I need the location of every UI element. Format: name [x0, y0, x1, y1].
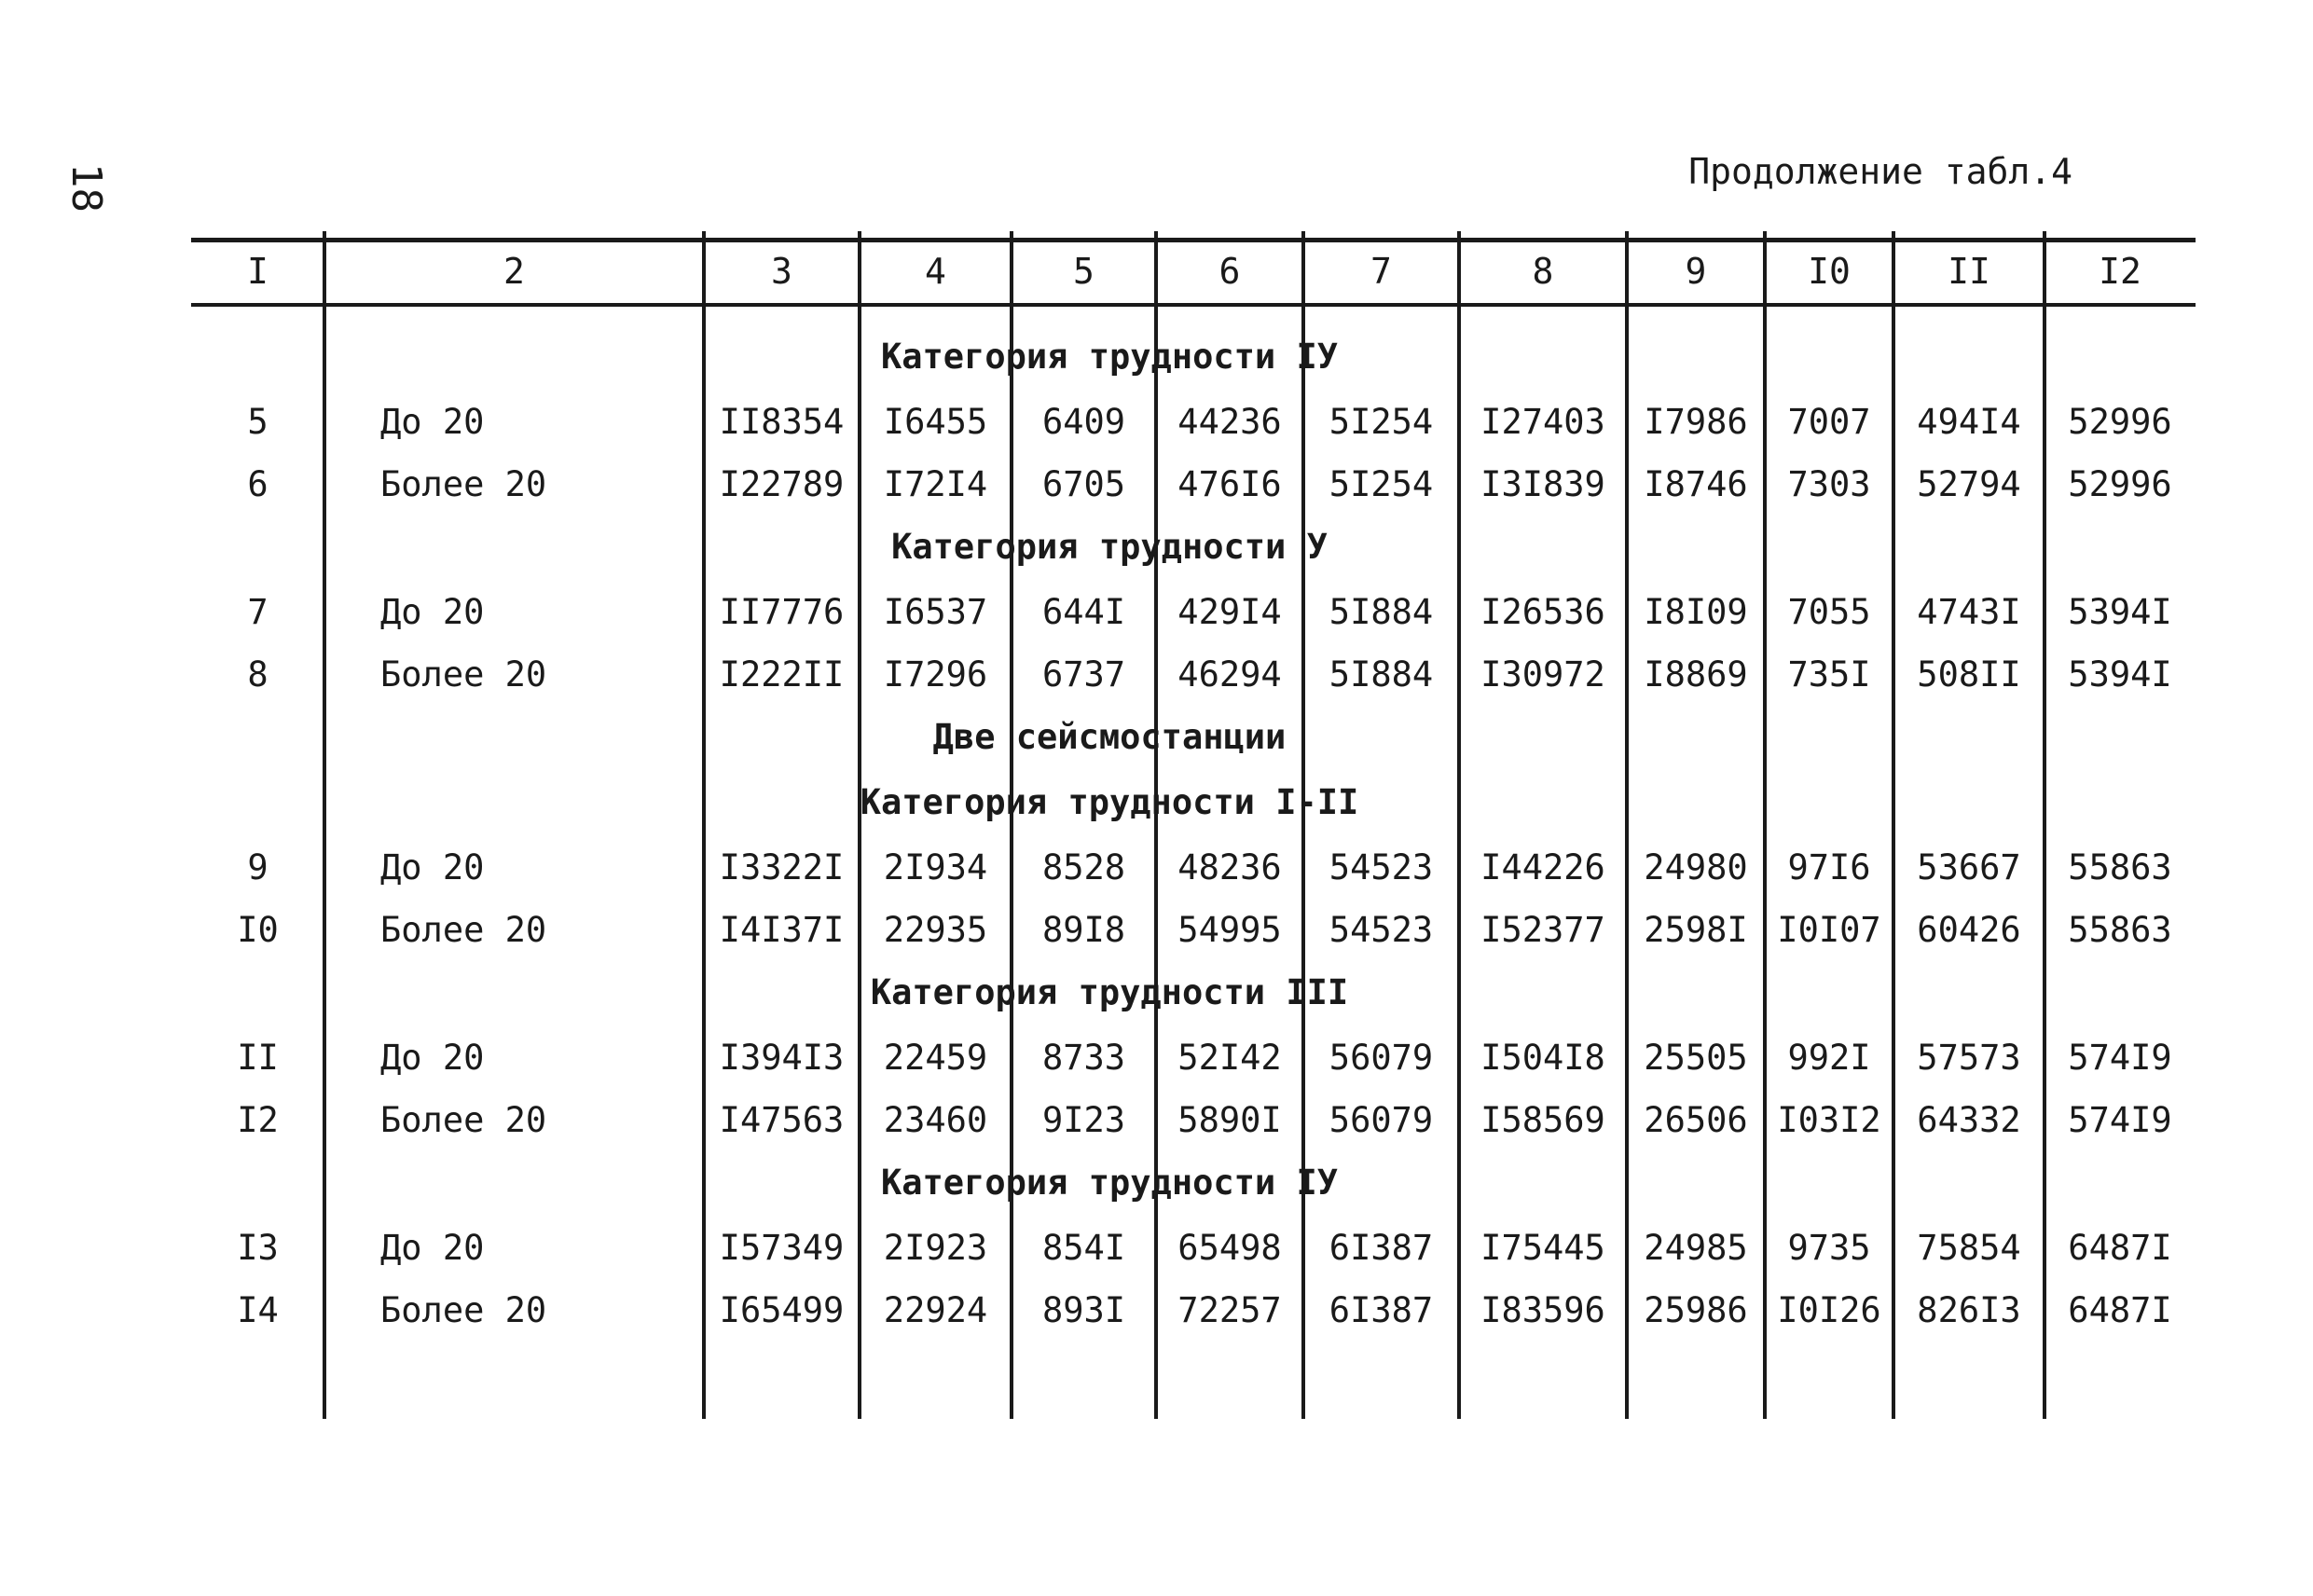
- table-cell: 52996: [2068, 464, 2172, 504]
- column-header: 7: [1370, 251, 1392, 292]
- table-cell: I3I839: [1480, 464, 1605, 504]
- table-cell: I72I4: [883, 464, 988, 504]
- column-header: 3: [771, 251, 792, 292]
- table-cell: I8I09: [1644, 592, 1748, 632]
- table-cell: 24985: [1644, 1228, 1748, 1268]
- table-cell: I22789: [719, 464, 845, 504]
- column-header: I0: [1808, 251, 1851, 292]
- section-title: Категория трудности IУ: [880, 1163, 1339, 1203]
- table-cell: I6455: [883, 402, 988, 442]
- table-cell: I30972: [1480, 654, 1605, 695]
- table-cell: I6537: [883, 592, 988, 632]
- table-caption: Продолжение табл.4: [1688, 151, 2072, 192]
- table-cell: I4I37I: [719, 910, 845, 950]
- row-number: I4: [237, 1290, 279, 1330]
- table-cell: 89I8: [1041, 910, 1126, 950]
- column-header: 8: [1532, 251, 1554, 292]
- table-cell: 6409: [1041, 402, 1126, 442]
- table-cell: 6705: [1041, 464, 1126, 504]
- table-cell: 55863: [2068, 847, 2172, 887]
- table-cell: 52996: [2068, 402, 2172, 442]
- table-cell: 46294: [1177, 654, 1282, 695]
- table-cell: 893I: [1041, 1290, 1126, 1330]
- table-cell: 52794: [1917, 464, 2021, 504]
- table-cell: I26536: [1480, 592, 1605, 632]
- table-cell: I504I8: [1480, 1038, 1605, 1078]
- table-cell: 22924: [883, 1290, 988, 1330]
- column-header: 6: [1218, 251, 1241, 292]
- table-cell: 2I923: [883, 1228, 988, 1268]
- table-cell: 6487I: [2068, 1290, 2172, 1330]
- table-cell: I0I26: [1777, 1290, 1881, 1330]
- row-label: Более 20: [380, 1290, 547, 1330]
- table-cell: 8733: [1041, 1038, 1126, 1078]
- table-cell: 5890I: [1177, 1100, 1282, 1140]
- table-cell: I8746: [1644, 464, 1748, 504]
- table-cell: 6487I: [2068, 1228, 2172, 1268]
- row-label: До 20: [380, 1228, 485, 1268]
- table-cell: 25986: [1644, 1290, 1748, 1330]
- table-cell: 22935: [883, 910, 988, 950]
- table-cell: 55863: [2068, 910, 2172, 950]
- column-header: I2: [2099, 251, 2141, 292]
- row-number: 9: [247, 847, 268, 887]
- row-label: До 20: [380, 1038, 485, 1078]
- table-cell: 6I387: [1329, 1290, 1434, 1330]
- table-cell: 53667: [1917, 847, 2021, 887]
- table-cell: 22459: [883, 1038, 988, 1078]
- table-cell: 7303: [1787, 464, 1871, 504]
- column-header: 2: [503, 251, 525, 292]
- table-cell: 75854: [1917, 1228, 2021, 1268]
- column-header: 5: [1073, 251, 1095, 292]
- row-number: I3: [237, 1228, 279, 1268]
- column-header: 4: [925, 251, 946, 292]
- table-cell: 44236: [1177, 402, 1282, 442]
- row-label: До 20: [380, 402, 485, 442]
- table-cell: I75445: [1480, 1228, 1605, 1268]
- table-cell: 5I884: [1329, 592, 1434, 632]
- section-title: Категория трудности IУ: [880, 337, 1339, 377]
- table-cell: 735I: [1787, 654, 1871, 695]
- section-title: Категория трудности III: [870, 972, 1349, 1012]
- table-cell: 72257: [1177, 1290, 1282, 1330]
- table-cell: I7296: [883, 654, 988, 695]
- row-number: 8: [247, 654, 268, 695]
- page-number: 18: [62, 163, 110, 213]
- table-cell: 2598I: [1644, 910, 1748, 950]
- table-cell: 56079: [1329, 1100, 1434, 1140]
- table-cell: 24980: [1644, 847, 1748, 887]
- row-number: 5: [247, 402, 268, 442]
- table-cell: 52I42: [1177, 1038, 1282, 1078]
- table-cell: I83596: [1480, 1290, 1605, 1330]
- row-number: 7: [247, 592, 268, 632]
- table-cell: 57573: [1917, 1038, 2021, 1078]
- section-title: Категория трудности I-II: [860, 782, 1359, 822]
- section-title: Категория трудности У: [891, 527, 1328, 567]
- table-cell: 6I387: [1329, 1228, 1434, 1268]
- table-cell: 508II: [1917, 654, 2021, 695]
- column-header: II: [1948, 251, 1990, 292]
- table-cell: I58569: [1480, 1100, 1605, 1140]
- table-cell: 60426: [1917, 910, 2021, 950]
- table-cell: 992I: [1787, 1038, 1871, 1078]
- table-cell: 54995: [1177, 910, 1282, 950]
- row-label: До 20: [380, 847, 485, 887]
- table-cell: 97I6: [1787, 847, 1871, 887]
- table-cell: I394I3: [719, 1038, 845, 1078]
- table-cell: 6737: [1041, 654, 1126, 695]
- table-cell: I7986: [1644, 402, 1748, 442]
- table-cell: 2I934: [883, 847, 988, 887]
- column-header: 9: [1685, 251, 1707, 292]
- table-cell: I47563: [719, 1100, 845, 1140]
- row-number: I0: [237, 910, 279, 950]
- table-cell: I03I2: [1777, 1100, 1881, 1140]
- table-cell: 56079: [1329, 1038, 1434, 1078]
- table-cell: 644I: [1041, 592, 1126, 632]
- column-header: I: [247, 251, 268, 292]
- table-cell: 429I4: [1177, 592, 1282, 632]
- table-cell: 9735: [1787, 1228, 1871, 1268]
- table-cell: 5394I: [2068, 654, 2172, 695]
- table-cell: I3322I: [719, 847, 845, 887]
- table-cell: 5I884: [1329, 654, 1434, 695]
- row-label: Более 20: [380, 464, 547, 504]
- table-cell: 54523: [1329, 847, 1434, 887]
- table-cell: I27403: [1480, 402, 1605, 442]
- table-cell: 574I9: [2068, 1100, 2172, 1140]
- table-cell: 7055: [1787, 592, 1871, 632]
- row-label: До 20: [380, 592, 485, 632]
- table-cell: 826I3: [1917, 1290, 2021, 1330]
- table-cell: I57349: [719, 1228, 845, 1268]
- table-cell: 5I254: [1329, 402, 1434, 442]
- table-cell: I52377: [1480, 910, 1605, 950]
- table-cell: 5394I: [2068, 592, 2172, 632]
- table-cell: I222II: [719, 654, 845, 695]
- table-cell: 476I6: [1177, 464, 1282, 504]
- row-number: 6: [247, 464, 268, 504]
- row-label: Более 20: [380, 1100, 547, 1140]
- table-cell: 7007: [1787, 402, 1871, 442]
- table-cell: 4743I: [1917, 592, 2021, 632]
- row-label: Более 20: [380, 654, 547, 695]
- table-cell: 854I: [1041, 1228, 1126, 1268]
- table-cell: 25505: [1644, 1038, 1748, 1078]
- table-cell: I65499: [719, 1290, 845, 1330]
- table-cell: I8869: [1644, 654, 1748, 695]
- table-cell: 5I254: [1329, 464, 1434, 504]
- table-cell: I44226: [1480, 847, 1605, 887]
- table-cell: I0I07: [1777, 910, 1881, 950]
- table-cell: 48236: [1177, 847, 1282, 887]
- table-cell: 9I23: [1041, 1100, 1126, 1140]
- row-number: I2: [237, 1100, 279, 1140]
- table-cell: 23460: [883, 1100, 988, 1140]
- table-cell: 64332: [1917, 1100, 2021, 1140]
- table-cell: 54523: [1329, 910, 1434, 950]
- table-cell: 8528: [1041, 847, 1126, 887]
- table-cell: II8354: [719, 402, 845, 442]
- table-cell: 494I4: [1917, 402, 2021, 442]
- row-number: II: [237, 1038, 279, 1078]
- section-title: Две сейсмостанции: [932, 717, 1287, 757]
- row-label: Более 20: [380, 910, 547, 950]
- table-cell: 65498: [1177, 1228, 1282, 1268]
- table-cell: 574I9: [2068, 1038, 2172, 1078]
- table-cell: 26506: [1644, 1100, 1748, 1140]
- table-cell: II7776: [719, 592, 845, 632]
